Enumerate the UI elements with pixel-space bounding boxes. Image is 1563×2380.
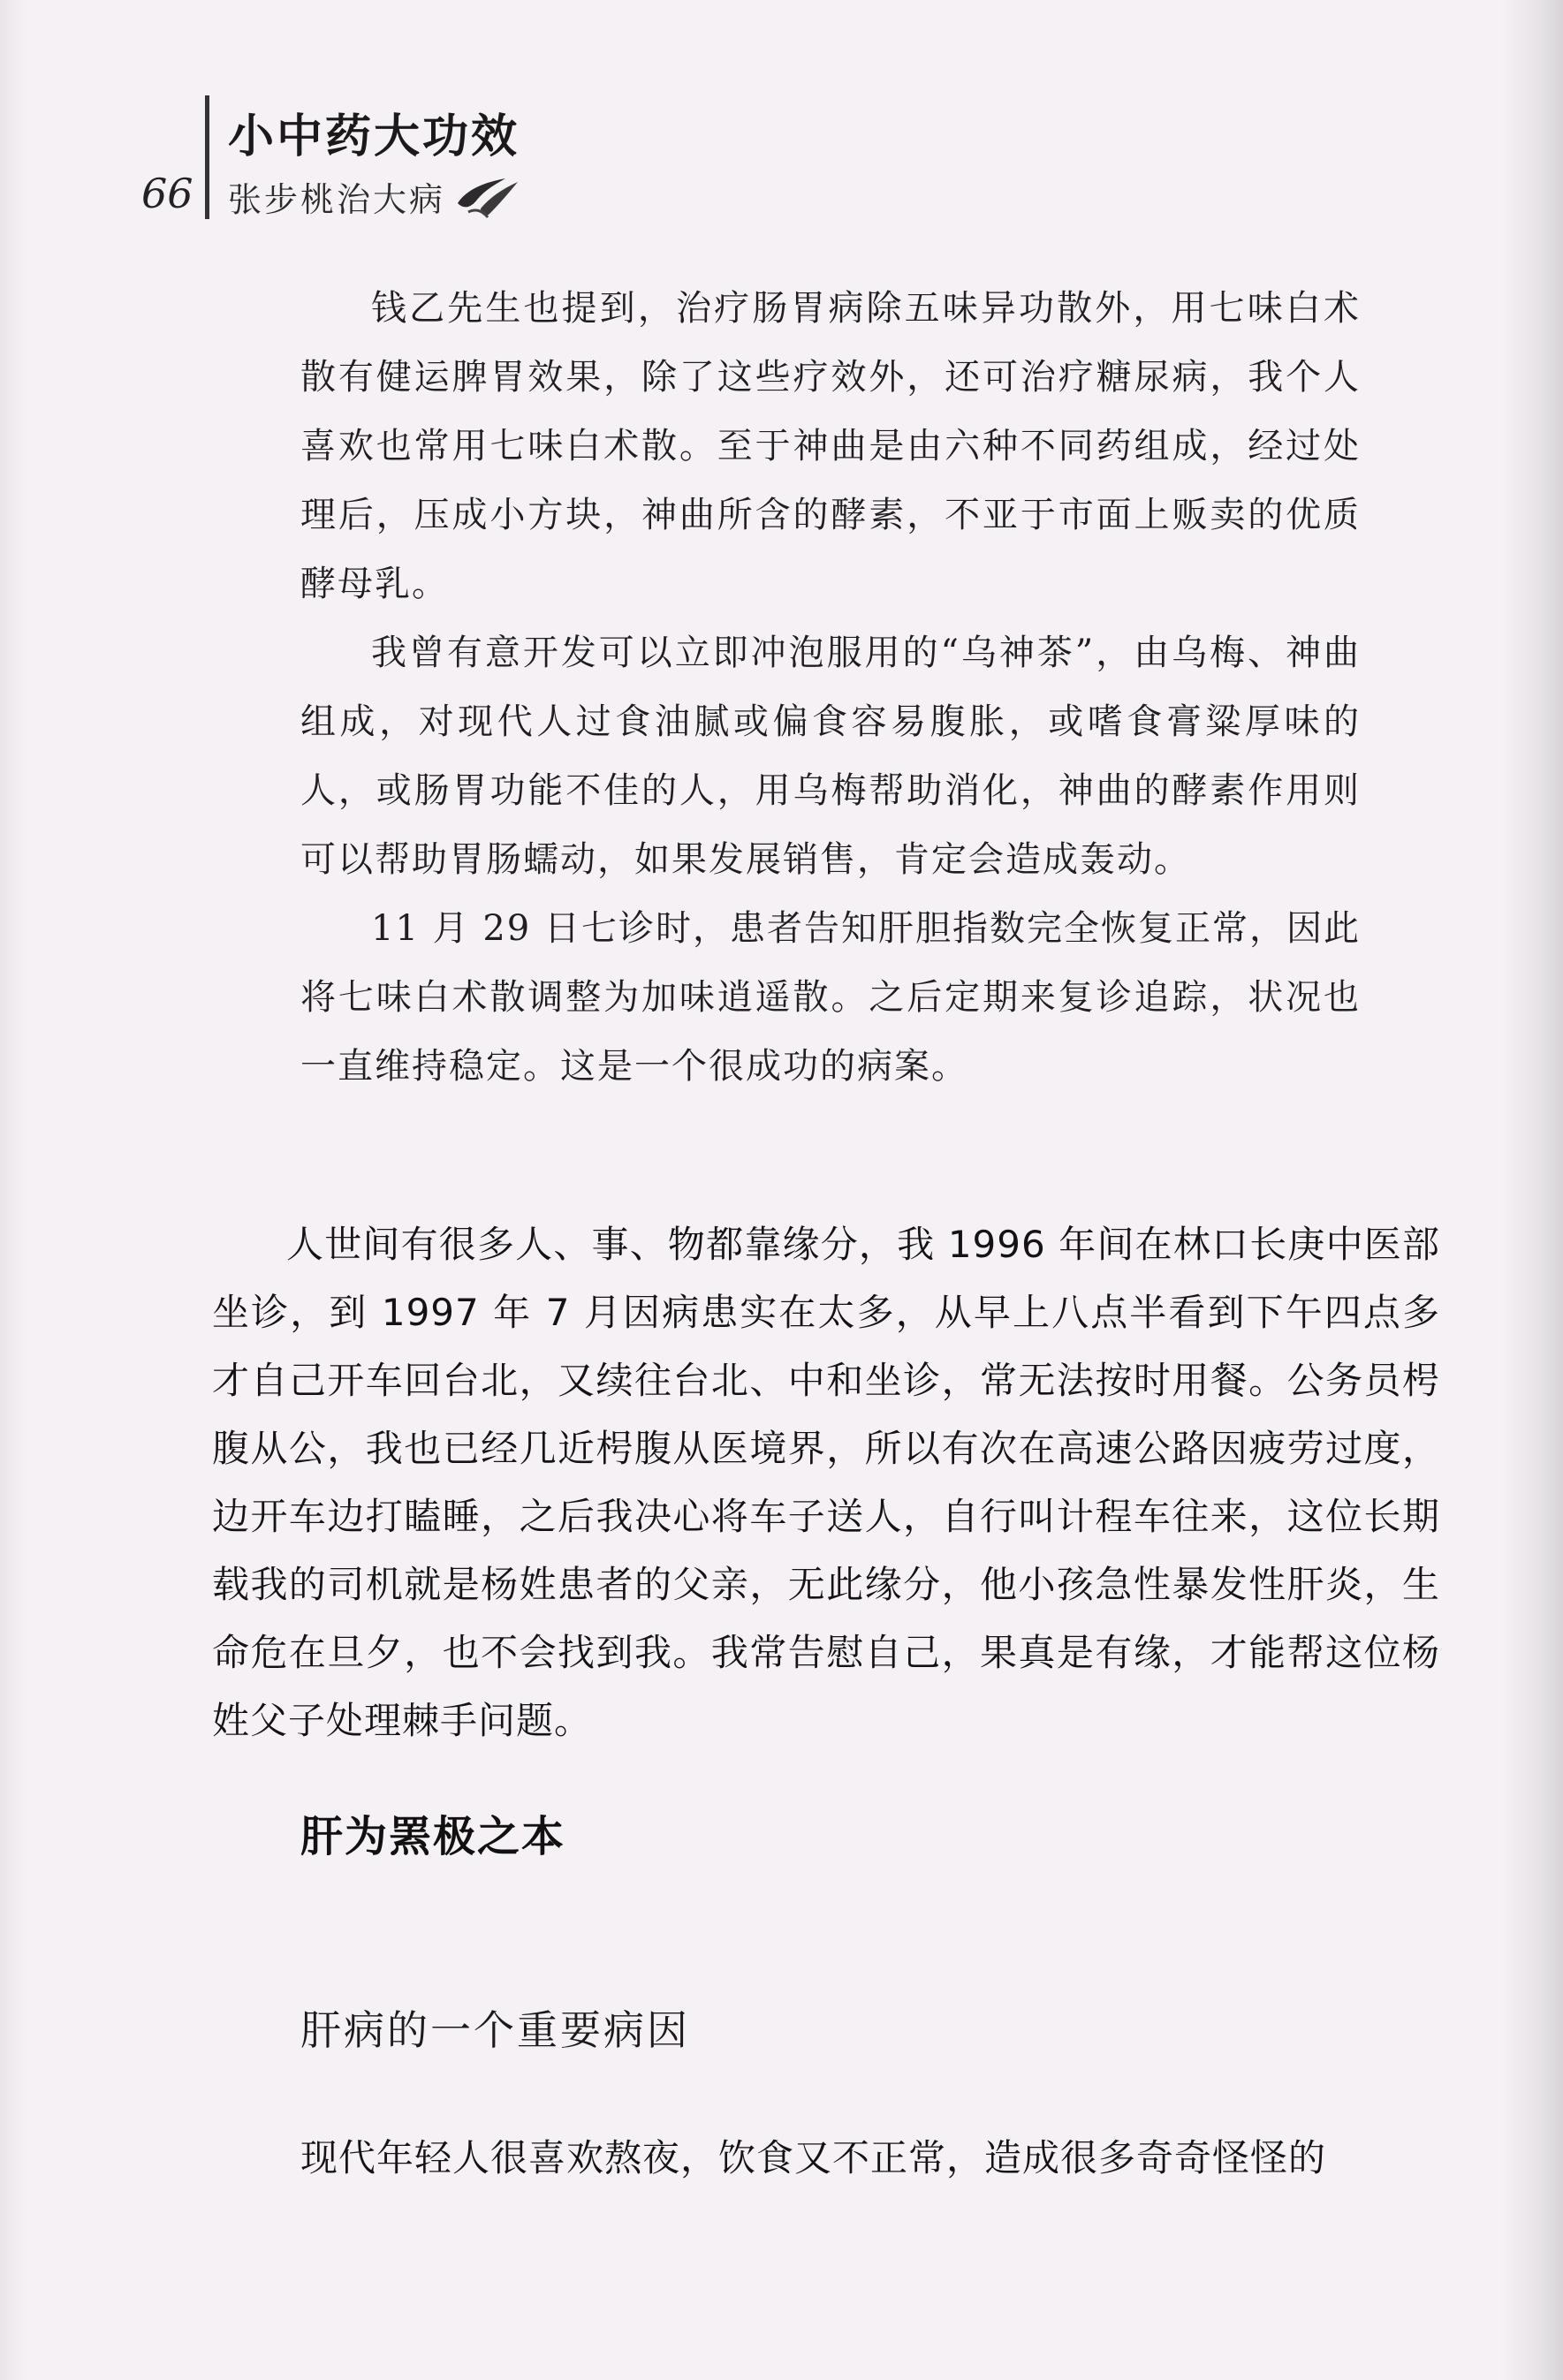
header-divider: [205, 95, 209, 219]
brush-stroke-icon: [451, 170, 523, 223]
paragraph-qian-yi: 钱乙先生也提到，治疗肠胃病除五味异功散外，用七味白术散有健运脾胃效果，除了这些疗效外，还可治疗糖尿病，我个人喜欢也常用七味白术散。至于神曲是由六种不同药组成，经过处理后，压成小方块，神曲所含的酵素，不亚于市面上贩卖的优质酵母乳。: [300, 288, 1361, 604]
main-body-text: [212, 1210, 1440, 1755]
page-edge-shadow-left: [0, 0, 27, 2380]
quoted-case-text: [300, 274, 1361, 1101]
paragraph-wu-shen-tea: 我曾有意开发可以立即冲泡服用的“乌神茶”，由乌梅、神曲组成，对现代人过食油腻或偏食容易腹胀，或嗜食膏粱厚味的人，或肠胃功能不佳的人，用乌梅帮助消化，神曲的酵素作用则可以帮助胃肠蠕动，如果发展销售，肯定会造成轰动。: [300, 633, 1361, 880]
closing-text: [300, 2124, 1449, 2192]
subtitle-row: [228, 170, 523, 223]
book-subtitle: 张步桃治大病: [228, 179, 446, 219]
paragraph-closing: 现代年轻人很喜欢熬夜，饮食又不正常，造成很多奇奇怪怪的: [300, 2136, 1327, 2179]
series-title: 小中药大功效: [228, 110, 520, 163]
section-heading: 肝为罴极之本: [300, 1812, 566, 1861]
paragraph-fate: 人世间有很多人、事、物都靠缘分，我 1996 年间在林口长庚中医部坐诊，到 1997 年 7 月因病患实在太多，从早上八点半看到下午四点多才自己开车回台北，又续往台北、中和坐诊，常无法按时用餐。公务员枵腹从公，我也已经几近枵腹从医境界，所以有次在高速公路因疲劳过度，边开车边打瞌睡，之后我决心将车子送人，自行叫计程车往来，这位长期载我的司机就是杨姓患者的父亲，无此缘分，他小孩急性暴发性肝炎，生命危在旦夕，也不会找到我。我常告慰自己，果真是有缘，才能帮这位杨姓父子处理棘手问题。: [212, 1223, 1440, 1742]
sub-heading: 肝病的一个重要病因: [300, 2006, 690, 2054]
page-edge-shadow-right: [1501, 0, 1563, 2380]
page-number: 66: [141, 170, 193, 217]
paragraph-seventh-visit: 11 月 29 日七诊时，患者告知肝胆指数完全恢复正常，因此将七味白术散调整为加味逍遥散。之后定期来复诊追踪，状况也一直维持稳定。这是一个很成功的病案。: [300, 908, 1361, 1087]
running-header: [133, 88, 592, 230]
